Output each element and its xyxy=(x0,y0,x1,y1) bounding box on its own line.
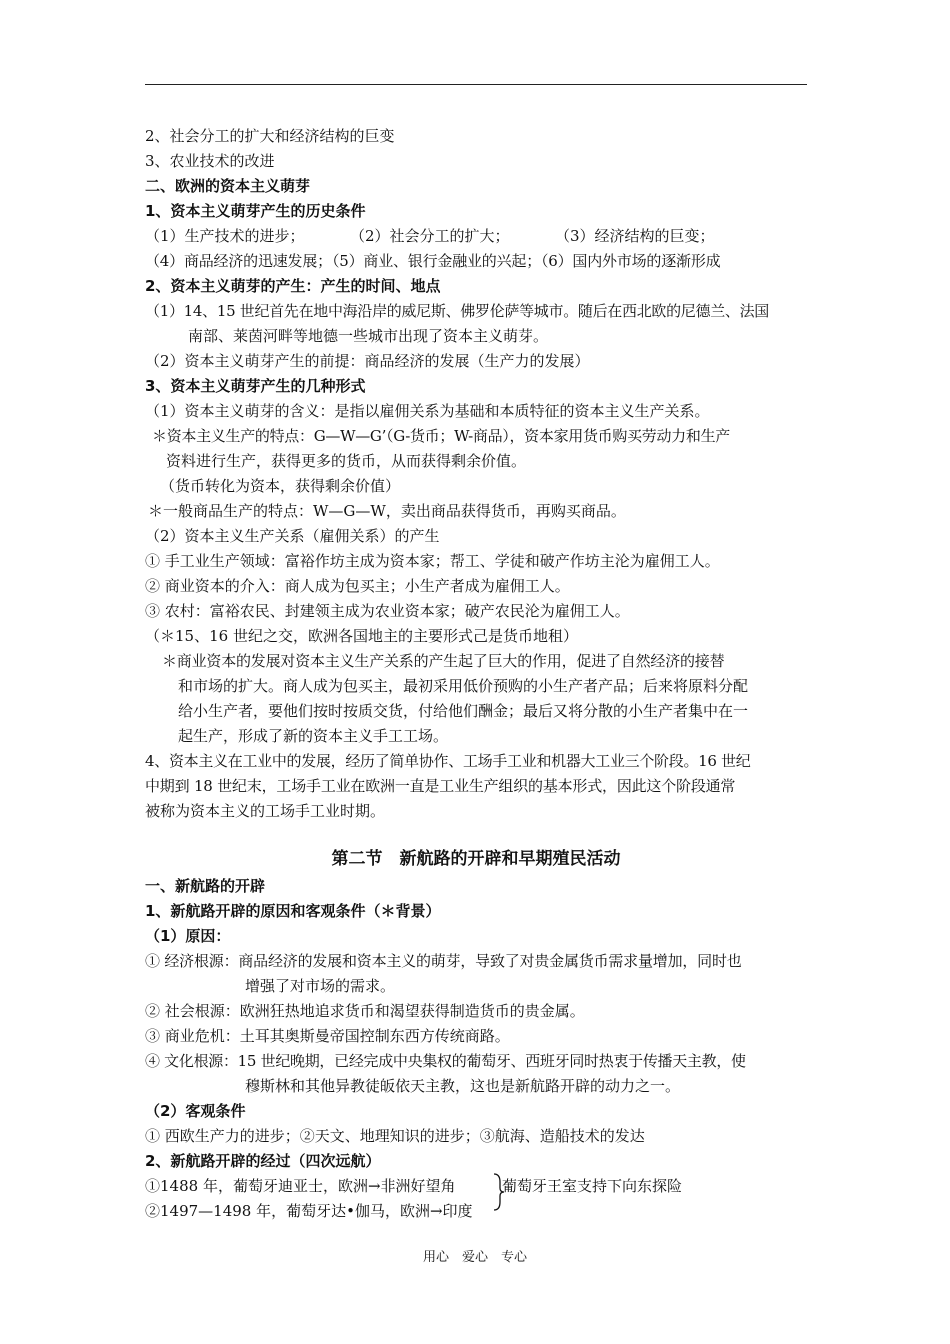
text-line: 2、社会分工的扩大和经济结构的巨变 xyxy=(145,127,395,145)
text-line: 中期到 18 世纪末，工场手工业在欧洲一直是工业生产组织的基本形式，因此这个阶段通常 xyxy=(145,777,736,795)
voyage-line: ①1488 年，葡萄牙迪亚士，欧洲→非洲好望角 xyxy=(145,1177,456,1195)
text-line: ③ 农村：富裕农民、封建领主成为农业资本家；破产农民沦为雇佣工人。 xyxy=(145,602,630,620)
text-line: （2）资本主义生产关系（雇佣关系）的产生 xyxy=(145,527,440,545)
text-line xyxy=(145,224,807,249)
item: （2）社会分工的扩大； xyxy=(350,227,510,245)
item: （3）经济结构的巨变； xyxy=(555,227,715,245)
text-line: 增强了对市场的需求。 xyxy=(245,977,396,995)
subsection-heading: 3、资本主义萌芽产生的几种形式 xyxy=(145,377,366,395)
text-line: ② 社会根源：欧洲狂热地追求货币和渴望获得制造货币的贵金属。 xyxy=(145,1002,585,1020)
text-line: ① 手工业生产领域：富裕作坊主成为资本家；帮工、学徒和破产作坊主沦为雇佣工人。 xyxy=(145,552,720,570)
subsection-heading: 2、新航路开辟的经过（四次远航） xyxy=(145,1152,381,1170)
subsection-heading: （2）客观条件 xyxy=(145,1102,246,1120)
item: （1）生产技术的进步； xyxy=(145,227,305,245)
text-line: （4）商品经济的迅速发展；（5）商业、银行金融业的兴起；（6）国内外市场的逐渐形成 xyxy=(145,252,721,270)
text-line: ＊商业资本的发展对资本主义生产关系的产生起了巨大的作用，促进了自然经济的接替 xyxy=(162,652,725,670)
text-line: ① 西欧生产力的进步；②天文、地理知识的进步；③航海、造船技术的发达 xyxy=(145,1127,645,1145)
subsection-heading: 2、资本主义萌芽的产生：产生的时间、地点 xyxy=(145,277,441,295)
subsection-heading: （1）原因： xyxy=(145,927,231,945)
text-line: ② 商业资本的介入：商人成为包买主；小生产者成为雇佣工人。 xyxy=(145,577,570,595)
voyage-note: 葡萄牙王室支持下向东探险 xyxy=(502,1177,683,1195)
text-line: 资料进行生产，获得更多的货币，从而获得剩余价值。 xyxy=(166,452,527,470)
text-line: 3、农业技术的改进 xyxy=(145,152,275,170)
text-line: 被称为资本主义的工场手工业时期。 xyxy=(145,802,386,820)
chapter-heading: 第二节 新航路的开辟和早期殖民活动 xyxy=(331,849,621,869)
text-line: 南部、莱茵河畔等地德一些城市出现了资本主义萌芽。 xyxy=(188,327,549,345)
text-line: （＊15、16 世纪之交，欧洲各国地主的主要形式己是货币地租） xyxy=(145,627,578,645)
text-line: ③ 商业危机：土耳其奥斯曼帝国控制东西方传统商路。 xyxy=(145,1027,510,1045)
text-line: 穆斯林和其他异教徒皈依天主教，这也是新航路开辟的动力之一。 xyxy=(245,1077,681,1095)
section-heading: 一、新航路的开辟 xyxy=(145,877,266,895)
text-line: 起生产，形成了新的资本主义手工工场。 xyxy=(178,727,449,745)
right-brace-icon xyxy=(492,1172,506,1212)
text-line: 给小生产者，要他们按时按质交货，付给他们酬金；最后又将分散的小生产者集中在一 xyxy=(178,702,749,720)
text-line: ④ 文化根源：15 世纪晚期，已经完成中央集权的葡萄牙、西班牙同时热衷于传播天主教，使 xyxy=(145,1052,746,1070)
page-footer: 用心 爱心 专心 xyxy=(422,1250,527,1265)
text-line: ① 经济根源：商品经济的发展和资本主义的萌芽，导致了对贵金属货币需求量增加，同时也 xyxy=(145,952,742,970)
text-line: ＊一般商品生产的特点：W—G—W，卖出商品获得货币，再购买商品。 xyxy=(148,502,626,520)
subsection-heading: 1、资本主义萌芽产生的历史条件 xyxy=(145,202,366,220)
text-line: （1）资本主义萌芽的含义：是指以雇佣关系为基础和本质特征的资本主义生产关系。 xyxy=(145,402,710,420)
header-rule xyxy=(145,84,807,85)
subsection-heading: 1、新航路开辟的原因和客观条件（＊背景） xyxy=(145,902,441,920)
text-line: （货币转化为资本，获得剩余价值） xyxy=(160,477,401,495)
text-line: 和市场的扩大。商人成为包买主，最初采用低价预购的小生产者产品；后来将原料分配 xyxy=(178,677,749,695)
text-line: ＊资本主义生产的特点：G—W—G’（G-货币；W-商品），资本家用货币购买劳动力和生产 xyxy=(152,427,730,445)
text-line: （2）资本主义萌芽产生的前提：商品经济的发展（生产力的发展） xyxy=(145,352,590,370)
text-line: （1）14、15 世纪首先在地中海沿岸的威尼斯、佛罗伦萨等城市。随后在西北欧的尼德兰、法国 xyxy=(145,302,769,320)
text-line: 4、资本主义在工业中的发展，经历了简单协作、工场手工业和机器大工业三个阶段。16 世纪 xyxy=(145,752,751,770)
section-heading: 二、欧洲的资本主义萌芽 xyxy=(145,177,311,195)
voyage-line: ②1497—1498 年，葡萄牙达•伽马，欧洲→印度 xyxy=(145,1202,473,1220)
